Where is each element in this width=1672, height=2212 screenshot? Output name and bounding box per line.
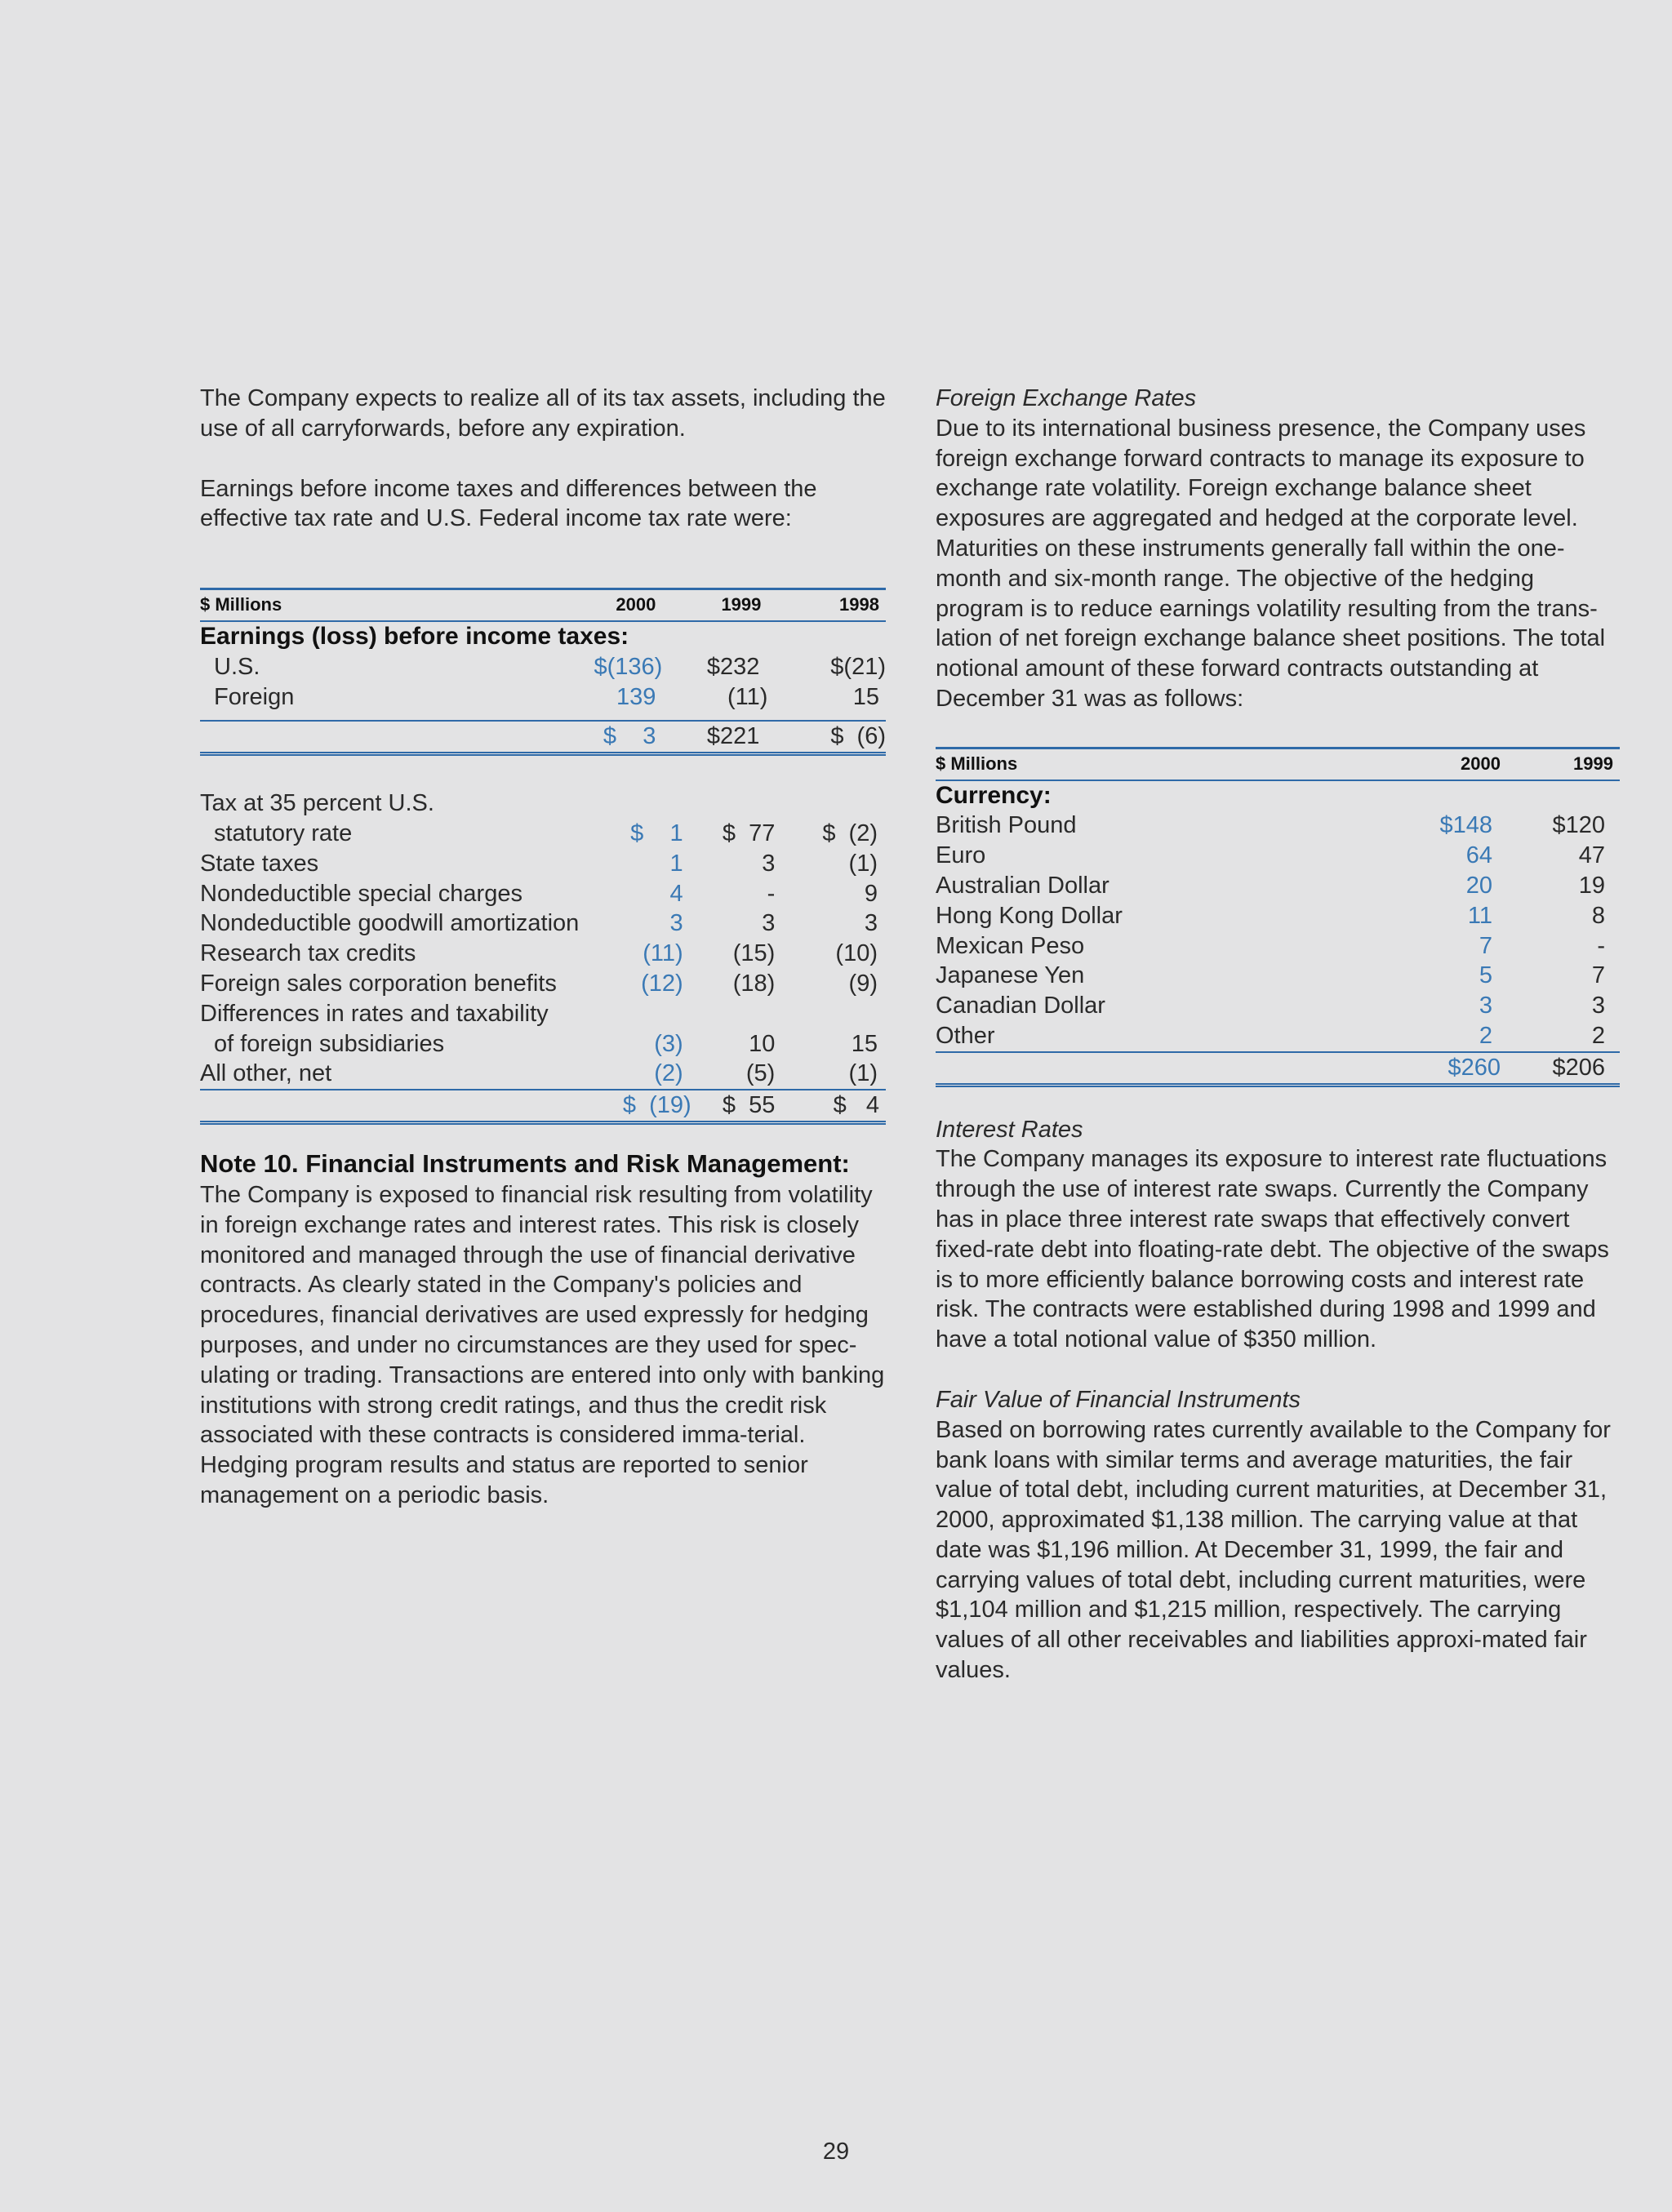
- table-row: [936, 871, 1620, 901]
- header-label: $ Millions: [936, 753, 1018, 774]
- value-2000: 11: [1467, 902, 1492, 929]
- value-1999: (11): [727, 683, 768, 710]
- section-heading-row: [936, 780, 1620, 811]
- header-1999: 1999: [1573, 753, 1613, 774]
- value-2000: 64: [1465, 842, 1492, 869]
- table-row: [200, 682, 886, 713]
- fair-value-body: Based on borrowing rates currently available to the Company for bank loans with similar terms and average maturities, the fair value of total debt, including current maturities, at December 31, 2000, approximated $1,138 million. The carrying value at that date was $1,196 million. At December 31, 1999, the fair and carrying values of total debt, including current maturities, were $1,104 million and $1,215 million, respectively. The carrying values of all other receivables and liabilities approxi-mated fair values.: [936, 1416, 1611, 1684]
- row-label: All other, net: [200, 1060, 332, 1087]
- value-1998: [783, 788, 886, 819]
- value-1998: (9): [848, 970, 878, 997]
- value-1998: (1): [848, 1060, 878, 1087]
- value-1999: [691, 999, 784, 1029]
- row-label: Euro: [936, 842, 986, 869]
- total-1999: $221: [706, 723, 760, 750]
- value-1999: -: [767, 880, 776, 907]
- value-2000: $(136): [594, 653, 663, 680]
- right-column: [936, 384, 1621, 1686]
- value-2000: [591, 788, 691, 819]
- table-row: [200, 1029, 886, 1059]
- value-2000: 7: [1479, 932, 1492, 959]
- value-2000: 139: [616, 683, 656, 710]
- total-1998: $ (6): [830, 723, 886, 750]
- value-1999: 19: [1578, 872, 1605, 899]
- total-1999: $ 55: [722, 1092, 776, 1119]
- table-row: [936, 931, 1620, 962]
- table-row: [200, 1059, 886, 1090]
- row-label: of foreign subsidiaries: [214, 1030, 445, 1057]
- total-row: [200, 1090, 886, 1122]
- fair-value-heading: Fair Value of Financial Instruments: [936, 1386, 1301, 1413]
- value-2000: (12): [641, 970, 683, 997]
- row-label: Hong Kong Dollar: [936, 902, 1123, 929]
- value-2000: 20: [1465, 872, 1492, 899]
- total-2000: $ (19): [622, 1092, 691, 1119]
- value-2000: (3): [654, 1030, 683, 1057]
- value-2000: 3: [669, 910, 683, 937]
- value-2000: $148: [1439, 812, 1492, 839]
- value-1998: [783, 999, 886, 1029]
- header-label: $ Millions: [200, 594, 282, 615]
- value-1999: 3: [1591, 993, 1605, 1019]
- row-label: Australian Dollar: [936, 872, 1109, 899]
- header-2000: 2000: [616, 594, 656, 615]
- row-label: Canadian Dollar: [936, 993, 1105, 1019]
- value-2000: 5: [1479, 962, 1492, 989]
- value-1999: 8: [1591, 902, 1605, 929]
- total-row: [200, 721, 886, 753]
- tax-reconciliation-table: [200, 788, 886, 1125]
- row-label: Differences in rates and taxability: [200, 1000, 549, 1027]
- value-1998: 3: [864, 910, 878, 937]
- header-1999: 1999: [721, 594, 762, 615]
- value-1999: $120: [1552, 812, 1605, 839]
- table-row: [200, 652, 886, 682]
- row-label: statutory rate: [214, 820, 353, 846]
- table-row: [936, 991, 1620, 1021]
- value-2000: 4: [669, 880, 683, 907]
- value-1999: $ 77: [722, 820, 776, 846]
- value-1999: 2: [1591, 1022, 1605, 1049]
- row-label: U.S.: [214, 653, 260, 680]
- value-2000: $ 1: [630, 820, 683, 846]
- value-1999: 7: [1591, 962, 1605, 989]
- interest-rates-body: The Company manages its exposure to interest rate fluctuations through the use of interest rate swaps. Currently the Company has in place three interest rate swaps that effectively convert fixed-rate debt into floating-rate debt. The objective of the swaps is to more efficiently balance borrowing costs and interest rate risk. The contracts were established during 1998 and 1999 and have a total notional value of $350 million.: [936, 1146, 1609, 1353]
- table-row: [936, 901, 1620, 931]
- table-row: [200, 969, 886, 999]
- row-label: Research tax credits: [200, 940, 416, 967]
- header-2000: 2000: [1461, 753, 1501, 774]
- interest-rates-heading: Interest Rates: [936, 1116, 1083, 1143]
- page-number: 29: [822, 2139, 850, 2165]
- table-row: [200, 788, 886, 819]
- table-row: [200, 879, 886, 909]
- value-1998: 9: [864, 880, 878, 907]
- row-label: Foreign: [214, 683, 295, 710]
- header-1998: 1998: [839, 594, 879, 615]
- table-row: [200, 939, 886, 969]
- value-1998: (10): [835, 940, 878, 967]
- note-10-heading: Note 10. Financial Instruments and Risk Management:: [200, 1148, 850, 1178]
- value-1999: 3: [762, 850, 776, 877]
- total-2000: $ 3: [603, 723, 656, 750]
- table-row: [936, 841, 1620, 871]
- row-label: Nondeductible special charges: [200, 880, 522, 907]
- table-row: [936, 1021, 1620, 1052]
- table-row: [200, 819, 886, 849]
- row-label: Foreign sales corporation benefits: [200, 970, 557, 997]
- note-10-body: The Company is exposed to financial risk resulting from volatility in foreign exchange rates and interest rates. This risk is closely monitored and managed through the use of financial derivative contracts. As clearly stated in the Company's policies and procedures, financial derivatives are used expressly for hedging purposes, and under no circumstances are they used for spec-ulating or trading. Transactions are entered into only with banking institutions with strong credit ratings, and thus the credit risk associated with these contracts is considered imma-terial. Hedging program results and status are reported to senior management on a periodic basis.: [200, 1181, 885, 1508]
- value-1999: 47: [1578, 842, 1605, 869]
- value-1999: (18): [732, 970, 776, 997]
- table-row: [936, 811, 1620, 841]
- total-row: [936, 1052, 1620, 1085]
- value-1998: $(21): [830, 653, 886, 680]
- value-1998: 15: [851, 1030, 878, 1057]
- left-column: [200, 384, 886, 1511]
- value-2000: (11): [643, 940, 683, 967]
- table-row: [200, 999, 886, 1029]
- table-header-row: [936, 748, 1620, 780]
- row-label: Mexican Peso: [936, 932, 1085, 959]
- tax-assets-paragraph: The Company expects to realize all of its tax assets, including the use of all carryforwards, before any expiration.: [200, 385, 886, 442]
- table-header-row: [200, 589, 886, 621]
- table-row: [936, 961, 1620, 991]
- value-1999: -: [1597, 932, 1605, 959]
- row-label: Japanese Yen: [936, 962, 1085, 989]
- value-1999: [691, 788, 784, 819]
- table-row: [200, 849, 886, 879]
- fx-body: Due to its international business presence, the Company uses foreign exchange forward contracts to manage its exposure to exchange rate volatility. Foreign exchange balance sheet exposures are aggregated and hedged at the corporate level. Maturities on these instruments generally fall within the one-month and six-month range. The objective of the hedging program is to reduce earnings volatility resulting from the trans-lation of net foreign exchange balance sheet positions. The total notional amount of these forward contracts outstanding at December 31 was as follows:: [936, 415, 1606, 712]
- row-label: Other: [936, 1022, 995, 1049]
- value-2000: 2: [1479, 1022, 1492, 1049]
- section-heading: Currency:: [936, 781, 1052, 809]
- value-1999: (5): [745, 1060, 776, 1087]
- row-label: Nondeductible goodwill amortization: [200, 910, 580, 937]
- section-heading-row: [200, 621, 886, 652]
- earnings-intro-paragraph: Earnings before income taxes and differences between the effective tax rate and U.S. Federal income tax rate were:: [200, 475, 817, 532]
- value-2000: [591, 999, 691, 1029]
- value-1999: 10: [749, 1030, 776, 1057]
- section-heading: Earnings (loss) before income taxes:: [200, 622, 629, 650]
- value-1999: 3: [762, 910, 776, 937]
- fx-heading: Foreign Exchange Rates: [936, 385, 1197, 411]
- value-1998: 15: [852, 683, 879, 710]
- row-label: Tax at 35 percent U.S.: [200, 790, 434, 817]
- earnings-table: [200, 588, 886, 756]
- value-2000: 1: [669, 850, 683, 877]
- row-label: British Pound: [936, 812, 1077, 839]
- value-1998: $ (2): [822, 820, 878, 846]
- currency-table: [936, 747, 1620, 1087]
- value-1998: (1): [848, 850, 878, 877]
- value-1999: $232: [706, 653, 760, 680]
- total-2000: $260: [1447, 1054, 1501, 1081]
- value-2000: (2): [654, 1060, 683, 1087]
- value-2000: 3: [1479, 993, 1492, 1019]
- total-1998: $ 4: [833, 1092, 879, 1119]
- row-label: State taxes: [200, 850, 319, 877]
- table-row: [200, 908, 886, 939]
- value-1999: (15): [732, 940, 776, 967]
- total-1999: $206: [1552, 1054, 1605, 1081]
